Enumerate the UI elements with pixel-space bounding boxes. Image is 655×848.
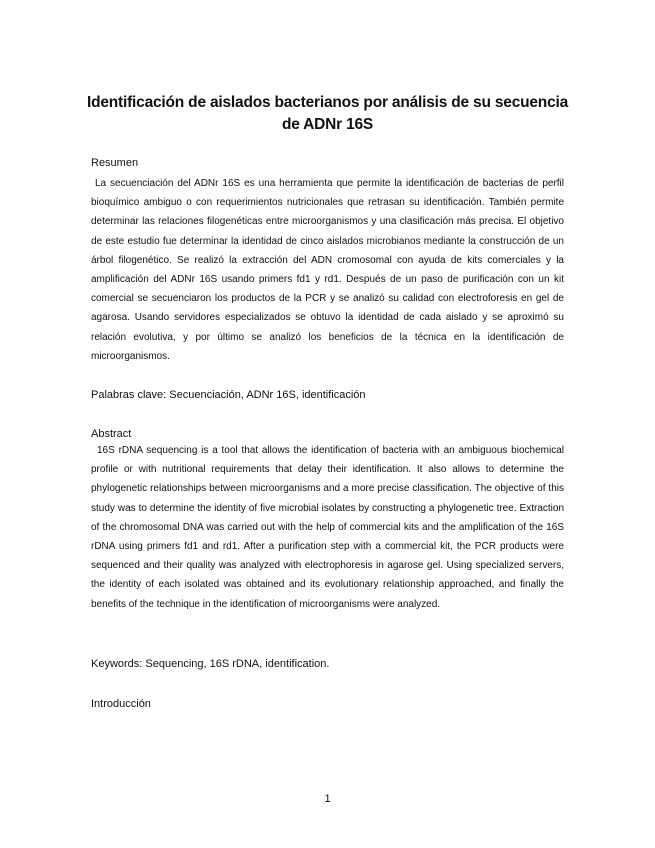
paper-title: Identificación de aislados bacterianos por análisis de su secuencia de ADNr 16S	[86, 94, 569, 133]
abstract-heading: Abstract	[91, 428, 132, 440]
introduccion-heading: Introducción	[91, 698, 151, 710]
keywords: Keywords: Sequencing, 16S rDNA, identification.	[91, 658, 330, 670]
palabras-clave: Palabras clave: Secuenciación, ADNr 16S, identificación	[91, 389, 366, 401]
page-number: 1	[324, 793, 331, 805]
resumen-body: La secuenciación del ADNr 16S es una herramienta que permite la identificación de bacterias de perfil bioquímico ambiguo o con requerimientos nutricionales que retrasan su identificación. También permite determinar las relaciones filogenéticas entre microorganismos y una clasificación más precisa. El objetivo de este estudio fue determinar la identidad de cinco aislados microbianos mediante la construcción de un árbol filogenético. Se realizó la extracción del ADN cromosomal con ayuda de kits comerciales y la amplificación del ADNr 16S usando primers fd1 y rd1. Después de un paso de purificación con un kit comercial se secuenciaron los productos de la PCR y se analizó su calidad con electroforesis en gel de agarosa. Usando servidores especializados se obtuvo la identidad de cada aislado y se aproximó su relación evolutiva, y por último se analizó los beneficios de la técnica en la identificación de microorganismos.	[91, 178, 564, 362]
resumen-heading: Resumen	[91, 157, 139, 169]
abstract-body: 16S rDNA sequencing is a tool that allows the identification of bacteria with an ambiguous biochemical profile or with nutritional requirements that delay their identification. It also allows to determine the phylogenetic relationships between microorganisms and a more precise classification. The objective of this study was to determine the identity of five microbial isolates by constructing a phylogenetic tree. Extraction of the chromosomal DNA was carried out with the help of commercial kits and the amplification of the 16S rDNA using primers fd1 and rd1. After a purification step with a commercial kit, the PCR products were sequenced and their quality was analyzed with electrophoresis in agarose gel. Using specialized servers, the identity of each isolated was obtained and its evolutionary relationship approached, and finally the benefits of the technique in the identification of microorganisms were analyzed.	[91, 445, 564, 610]
